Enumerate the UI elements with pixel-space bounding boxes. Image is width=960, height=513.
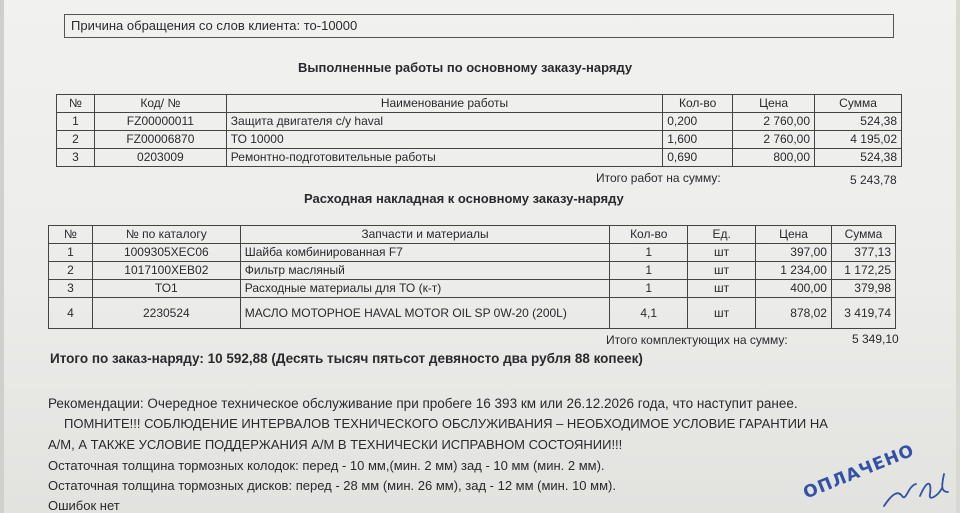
parts-col-qty: Кол-во xyxy=(610,226,688,244)
parts-cell-qty: 1 xyxy=(610,262,688,280)
parts-cell-unit: шт xyxy=(688,280,756,298)
works-cell-price: 800,00 xyxy=(733,149,815,167)
parts-cell-name: Фильтр масляный xyxy=(240,262,610,280)
works-col-name: Наименование работы xyxy=(226,95,662,113)
works-cell-qty: 1,600 xyxy=(663,131,733,149)
brake-discs-line: Остаточная толщина тормозных дисков: перед - 28 мм (мин. 26 мм), зад - 12 мм (мин. 10 мм). xyxy=(48,478,616,493)
table-row xyxy=(49,262,896,280)
document-page xyxy=(4,0,956,513)
parts-table xyxy=(48,225,896,329)
works-cell-code: FZ00000011 xyxy=(94,113,226,131)
parts-cell-price: 1 234,00 xyxy=(756,262,832,280)
works-cell-code: FZ00006870 xyxy=(94,131,226,149)
parts-cell-sum: 1 172,25 xyxy=(831,262,895,280)
works-cell-num: 3 xyxy=(57,149,95,167)
works-cell-name: Ремонтно-подготовительные работы xyxy=(226,149,662,167)
parts-cell-sum: 3 419,74 xyxy=(831,298,895,329)
works-header-row xyxy=(57,95,902,113)
works-cell-name: ТО 10000 xyxy=(226,131,662,149)
table-row xyxy=(49,244,896,262)
works-col-sum: Сумма xyxy=(815,95,902,113)
table-row xyxy=(49,298,896,329)
works-cell-sum: 524,38 xyxy=(815,113,902,131)
parts-cell-name: Расходные материалы для ТО (к-т) xyxy=(240,280,610,298)
errors-line: Ошибок нет xyxy=(48,498,120,513)
works-total-label: Итого работ на сумму: xyxy=(596,171,721,185)
parts-cell-qty: 1 xyxy=(610,244,688,262)
works-cell-sum: 4 195,02 xyxy=(815,131,902,149)
parts-cell-qty: 4,1 xyxy=(610,298,688,329)
works-cell-code: 0203009 xyxy=(94,149,226,167)
table-row xyxy=(57,149,902,167)
works-table xyxy=(56,94,902,167)
handwritten-signature xyxy=(882,466,952,511)
works-cell-name: Защита двигателя с/у haval xyxy=(226,113,662,131)
table-row xyxy=(49,280,896,298)
parts-total-value: 5 349,10 xyxy=(852,332,899,346)
parts-cell-name: Шайба комбинированная F7 xyxy=(240,244,610,262)
table-row xyxy=(57,131,902,149)
works-cell-qty: 0,200 xyxy=(663,113,733,131)
parts-cell-catalog: 1009305XEC06 xyxy=(92,244,240,262)
works-cell-qty: 0,690 xyxy=(663,149,733,167)
brake-pads-line: Остаточная толщина тормозных колодок: перед - 10 мм,(мин. 2 мм) зад - 10 мм (мин. 2 мм). xyxy=(48,458,605,473)
parts-cell-catalog: ТО1 xyxy=(92,280,240,298)
works-col-qty: Кол-во xyxy=(663,95,733,113)
parts-col-name: Запчасти и материалы xyxy=(240,226,610,244)
parts-total-label: Итого комплектующих на сумму: xyxy=(606,333,788,347)
parts-col-catalog: № по каталогу xyxy=(92,226,240,244)
works-total-value: 5 243,78 xyxy=(850,173,897,187)
parts-cell-price: 400,00 xyxy=(756,280,832,298)
works-cell-price: 2 760,00 xyxy=(733,113,815,131)
client-reason-text: Причина обращения со слов клиента: то-10000 xyxy=(71,18,358,33)
recommendation-line: Рекомендации: Очередное техническое обслуживание при пробеге 16 393 км или 26.12.2026 года, что наступит ранее. xyxy=(48,396,798,411)
works-cell-sum: 524,38 xyxy=(815,149,902,167)
grand-total: Итого по заказ-наряду: 10 592,88 (Десять тысяч пятьсот девяносто два рубля 88 копеек) xyxy=(50,351,643,366)
parts-cell-price: 397,00 xyxy=(756,244,832,262)
parts-col-sum: Сумма xyxy=(831,226,895,244)
parts-cell-num: 4 xyxy=(49,298,93,329)
works-col-price: Цена xyxy=(733,95,815,113)
parts-col-unit: Ед. xyxy=(688,226,756,244)
paid-stamp: ОПЛАЧЕНО xyxy=(800,440,918,504)
works-col-code: Код/ № xyxy=(94,95,226,113)
parts-section-title: Расходная накладная к основному заказу-наряду xyxy=(304,191,624,206)
parts-cell-num: 2 xyxy=(49,262,93,280)
parts-cell-unit: шт xyxy=(688,244,756,262)
client-reason-box xyxy=(64,14,894,38)
parts-cell-catalog: 2230524 xyxy=(92,298,240,329)
works-section-title: Выполненные работы по основному заказу-наряду xyxy=(298,60,633,75)
parts-col-price: Цена xyxy=(756,226,832,244)
parts-cell-catalog: 1017100XEB02 xyxy=(92,262,240,280)
parts-cell-price: 878,02 xyxy=(756,298,832,329)
works-cell-num: 2 xyxy=(57,131,95,149)
warning-line: А/М, А ТАКЖЕ УСЛОВИЕ ПОДДЕРЖАНИЯ А/М В ТЕХНИЧЕСКИ ИСПРАВНОМ СОСТОЯНИИ!!! xyxy=(48,437,623,452)
warning-line: ПОМНИТЕ!!! СОБЛЮДЕНИЕ ИНТЕРВАЛОВ ТЕХНИЧЕСКОГО ОБСЛУЖИВАНИЯ – НЕОБХОДИМОЕ УСЛОВИЕ ГАРАНТИИ НА xyxy=(64,416,828,431)
parts-cell-sum: 377,13 xyxy=(831,244,895,262)
parts-cell-qty: 1 xyxy=(610,280,688,298)
table-row xyxy=(57,113,902,131)
parts-cell-sum: 379,98 xyxy=(831,280,895,298)
parts-col-num: № xyxy=(49,226,93,244)
works-col-num: № xyxy=(57,95,95,113)
parts-header-row xyxy=(49,226,896,244)
parts-cell-unit: шт xyxy=(688,262,756,280)
parts-cell-num: 3 xyxy=(49,280,93,298)
parts-cell-unit: шт xyxy=(688,298,756,329)
parts-cell-name: МАСЛО МОТОРНОЕ HAVAL MOTOR OIL SP 0W-20 (200L) xyxy=(240,298,610,329)
works-cell-num: 1 xyxy=(57,113,95,131)
works-cell-price: 2 760,00 xyxy=(733,131,815,149)
parts-cell-num: 1 xyxy=(49,244,93,262)
